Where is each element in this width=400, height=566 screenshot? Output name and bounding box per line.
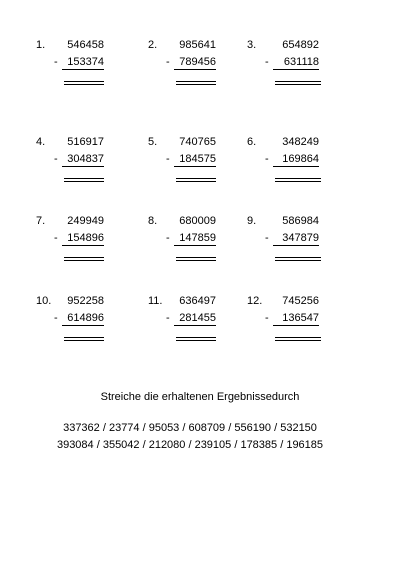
problem-5 <box>148 136 248 196</box>
minuend: 348249 <box>282 136 319 148</box>
minuend: 586984 <box>282 215 319 227</box>
problem-number: 10. <box>36 295 52 307</box>
answer-line <box>275 257 321 261</box>
problem-6 <box>247 136 347 196</box>
subtrahend: 789456 <box>174 56 216 70</box>
minus-sign: - <box>265 232 269 244</box>
subtrahend: 153374 <box>62 56 104 70</box>
answer-line <box>275 178 321 182</box>
results-line-1: 337362 / 23774 / 95053 / 608709 / 556190 / 532150 <box>63 422 317 434</box>
minus-sign: - <box>166 56 170 68</box>
minus-sign: - <box>166 153 170 165</box>
subtrahend: 304837 <box>62 153 104 167</box>
problem-number: 9. <box>247 215 257 227</box>
subtrahend: 147859 <box>174 232 216 246</box>
problem-number: 12. <box>247 295 263 307</box>
problem-number: 3. <box>247 39 257 51</box>
answer-line <box>64 178 104 182</box>
problem-3 <box>247 39 347 99</box>
minus-sign: - <box>166 232 170 244</box>
problem-11 <box>148 295 248 355</box>
problem-number: 7. <box>36 215 46 227</box>
minuend: 745256 <box>282 295 319 307</box>
problem-number: 8. <box>148 215 158 227</box>
problem-4 <box>36 136 136 196</box>
problem-8 <box>148 215 248 275</box>
subtrahend: 631118 <box>273 56 319 70</box>
minus-sign: - <box>54 153 58 165</box>
minus-sign: - <box>54 312 58 324</box>
problem-7 <box>36 215 136 275</box>
problem-2 <box>148 39 248 99</box>
results-line-2: 393084 / 355042 / 212080 / 239105 / 178385 / 196185 <box>56 439 324 451</box>
minus-sign: - <box>54 232 58 244</box>
answer-line <box>176 178 216 182</box>
answer-line <box>275 81 321 85</box>
problem-12 <box>247 295 347 355</box>
minuend: 952258 <box>67 295 104 307</box>
answer-line <box>275 337 321 341</box>
problem-1 <box>36 39 136 99</box>
subtrahend: 614896 <box>62 312 104 326</box>
minuend: 516917 <box>67 136 104 148</box>
minuend: 740765 <box>179 136 216 148</box>
minuend: 680009 <box>179 215 216 227</box>
answer-line <box>64 337 104 341</box>
minus-sign: - <box>54 56 58 68</box>
subtrahend: 154896 <box>62 232 104 246</box>
problem-9 <box>247 215 347 275</box>
minuend: 654892 <box>282 39 319 51</box>
subtrahend: 347879 <box>273 232 319 246</box>
answer-line <box>64 257 104 261</box>
answer-line <box>176 81 216 85</box>
instruction-text: Streiche die erhaltenen Ergebnissedurch <box>100 391 300 403</box>
minuend: 636497 <box>179 295 216 307</box>
answer-line <box>176 257 216 261</box>
problem-number: 4. <box>36 136 46 148</box>
problem-number: 2. <box>148 39 158 51</box>
minuend: 546458 <box>67 39 104 51</box>
problem-number: 11. <box>148 295 163 307</box>
subtrahend: 281455 <box>174 312 216 326</box>
subtrahend: 169864 <box>273 153 319 167</box>
problem-number: 5. <box>148 136 158 148</box>
minus-sign: - <box>166 312 170 324</box>
problem-10 <box>36 295 136 355</box>
minuend: 249949 <box>67 215 104 227</box>
subtrahend: 136547 <box>273 312 319 326</box>
answer-line <box>176 337 216 341</box>
subtrahend: 184575 <box>174 153 216 167</box>
minus-sign: - <box>265 153 269 165</box>
answer-line <box>64 81 104 85</box>
problem-number: 1. <box>36 39 46 51</box>
minuend: 985641 <box>179 39 216 51</box>
problem-number: 6. <box>247 136 257 148</box>
minus-sign: - <box>265 312 269 324</box>
minus-sign: - <box>265 56 269 68</box>
